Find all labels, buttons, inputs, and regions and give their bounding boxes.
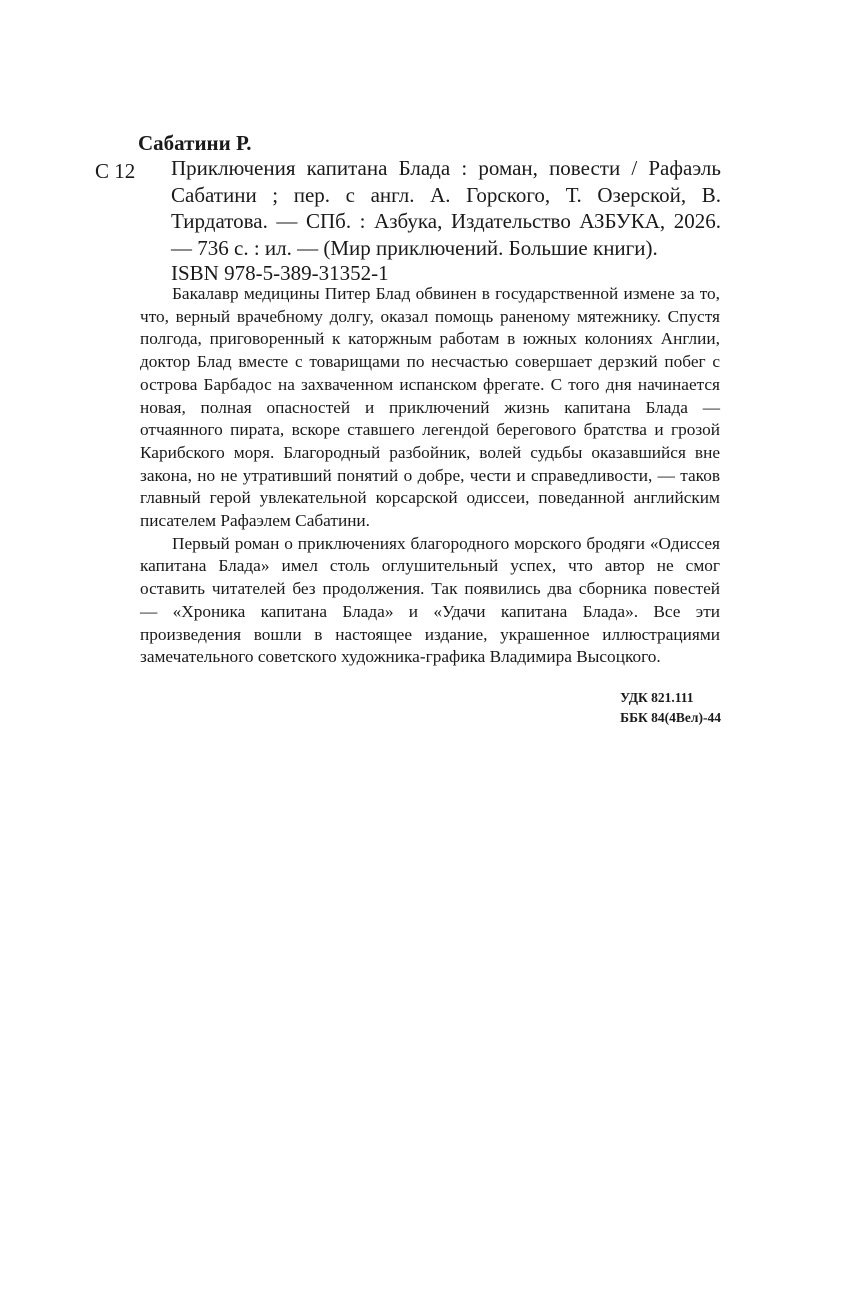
author-code: С 12 bbox=[95, 159, 136, 183]
annotation bbox=[140, 283, 720, 669]
classification-codes bbox=[620, 688, 721, 728]
isbn: ISBN 978-5-389-31352-1 bbox=[171, 261, 389, 285]
annotation-paragraph: Бакалавр медицины Питер Блад обвинен в государственной измене за то, что, верный врачебному долгу, оказал помощь раненому мятежнику. Спустя полгода, приговоренный к каторжным работам в южных колониях Англии, доктор Блад вместе с товарищами по несчастью совершает дерзкий побег с острова Барбадос на захваченном испанском фрегате. С того дня начинается новая, полная опасностей и приключений жизнь капитана Блада — отчаянного пирата, вскоре ставшего легендой берегового братства и грозой Карибского моря. Благородный разбойник, волей судьбы оказавшийся вне закона, но не утративший понятий о добре, чести и справедливости, — таков главный герой увлекательной корсарской одиссеи, поведанной английским писателем Рафаэлем Сабатини. bbox=[140, 284, 720, 531]
annotation-paragraph: Первый роман о приключениях благородного морского бродяги «Одиссея капитана Блада» имел столь оглушительный успех, что автор не смог оставить читателей без продолжения. Так появились два сборника повестей — «Хроника капитана Блада» и «Удачи капитана Блада». Все эти произведения вошли в настоящее издание, украшенное иллюстрациями замечательного советского художника-графика Владимира Высоцкого. bbox=[140, 533, 720, 667]
bibliographic-description: Приключения капитана Блада : роман, повести / Рафаэль Сабатини ; пер. с англ. А. Горского, Т. Озерской, В. Тирдатова. — СПб. : Азбука, Издательство АЗБУКА, 2026. — 736 с. : ил. — (Мир приключений. Большие книги). bbox=[171, 156, 721, 260]
bbk-code: ББК 84(4Вел)-44 bbox=[620, 710, 721, 725]
author-heading: Сабатини Р. bbox=[138, 131, 252, 155]
udk-code: УДК 821.111 bbox=[620, 690, 694, 705]
